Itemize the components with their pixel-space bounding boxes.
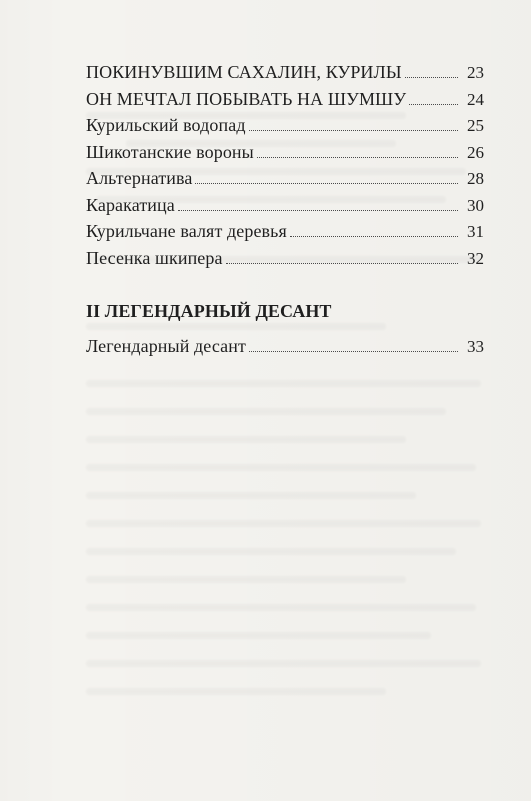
- dot-leader: [257, 157, 458, 158]
- toc-entry-page-number: 24: [467, 89, 484, 109]
- dot-leader: [249, 130, 458, 131]
- toc-entry-title: Шикотанские вороны: [86, 141, 254, 162]
- toc-entry[interactable]: [86, 222, 484, 249]
- toc-entry-page-number: 26: [467, 142, 484, 162]
- toc-entry-page-number: 31: [467, 222, 484, 241]
- toc-entry-title: Каракатица: [86, 194, 175, 215]
- table-of-contents: [86, 63, 484, 275]
- toc-entry-title: Легендарный десант: [86, 336, 246, 356]
- dot-leader: [178, 210, 458, 211]
- toc-entry[interactable]: [86, 337, 484, 364]
- toc-entry-title: Курильский водопад: [86, 115, 246, 135]
- dot-leader: [249, 351, 458, 352]
- toc-entry-title: ОН МЕЧТАЛ ПОБЫВАТЬ НА ШУМШУ: [86, 88, 407, 109]
- toc-entry[interactable]: [86, 249, 484, 276]
- toc-entry[interactable]: [86, 116, 484, 143]
- toc-entry-page-number: 23: [467, 63, 484, 82]
- toc-entry[interactable]: [86, 169, 484, 196]
- table-of-contents-section: [86, 337, 484, 364]
- dot-leader: [405, 77, 458, 78]
- dot-leader: [409, 104, 458, 105]
- toc-entry[interactable]: [86, 90, 484, 117]
- toc-entry-title: Песенка шкипера: [86, 247, 223, 268]
- toc-entry-page-number: 28: [467, 169, 484, 188]
- toc-entry[interactable]: [86, 63, 484, 90]
- dot-leader: [226, 263, 458, 264]
- toc-entry[interactable]: [86, 196, 484, 223]
- section-heading: II ЛЕГЕНДАРНЫЙ ДЕСАНТ: [86, 301, 332, 321]
- dot-leader: [195, 183, 458, 184]
- toc-entry-title: ПОКИНУВШИМ САХАЛИН, КУРИЛЫ: [86, 62, 402, 82]
- toc-entry-page-number: 25: [467, 116, 484, 135]
- toc-entry[interactable]: [86, 143, 484, 170]
- toc-entry-page-number: 33: [467, 337, 484, 356]
- toc-entry-page-number: 32: [467, 248, 484, 268]
- toc-entry-title: Альтернатива: [86, 168, 193, 188]
- dot-leader: [290, 236, 458, 237]
- toc-entry-title: Курильчане валят деревья: [86, 221, 287, 241]
- toc-entry-page-number: 30: [467, 195, 484, 215]
